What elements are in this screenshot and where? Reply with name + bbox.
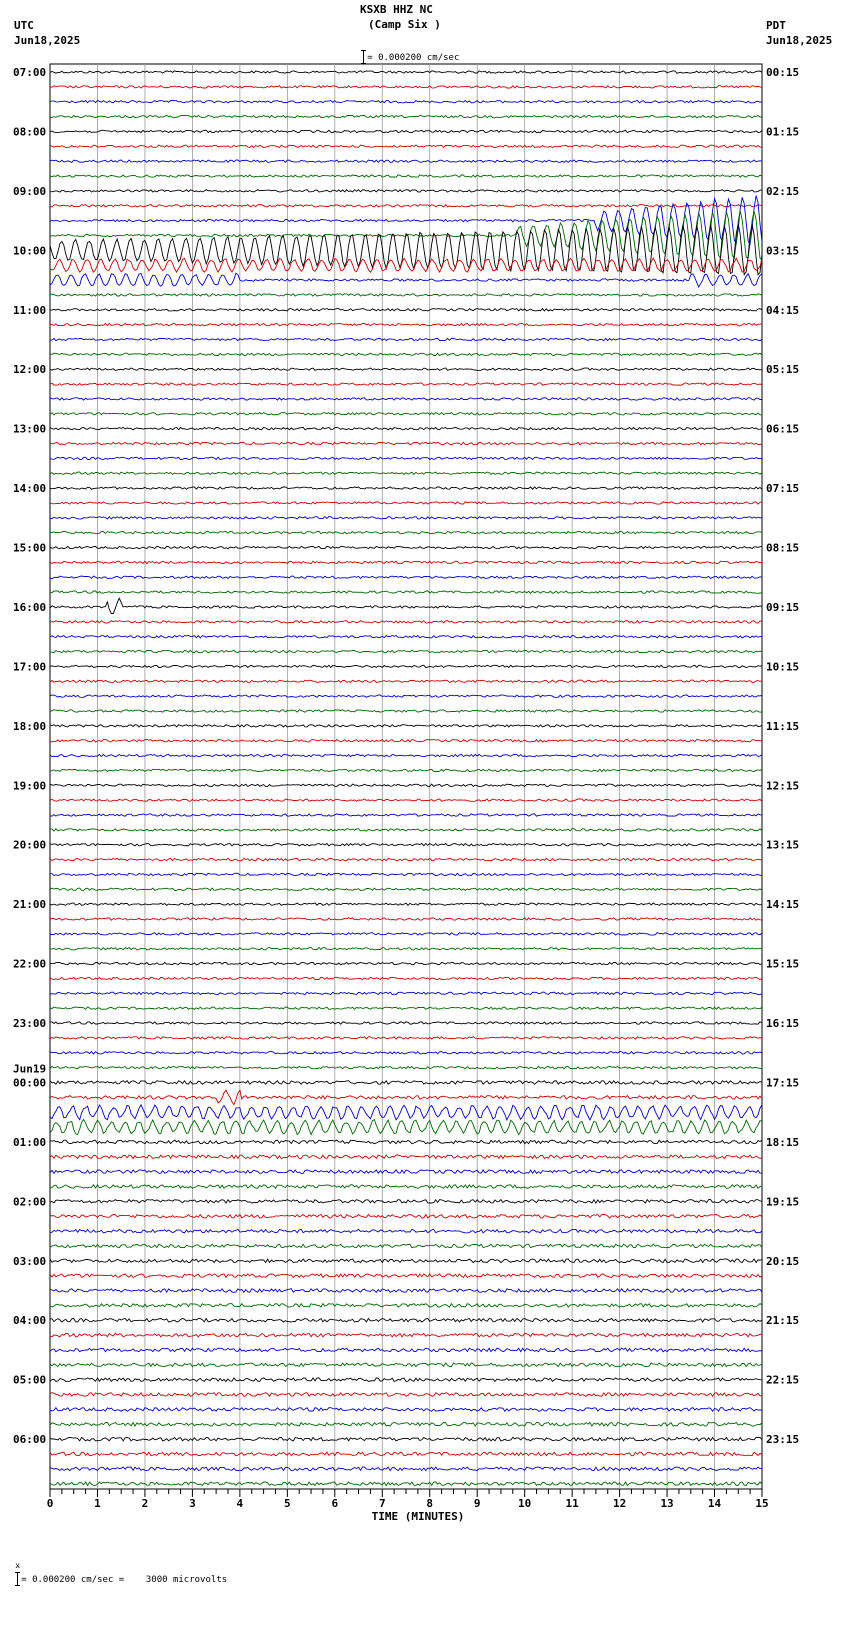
- right-hour-label: 13:15: [766, 838, 800, 852]
- trace-line: [50, 576, 762, 578]
- trace-line: [50, 427, 762, 429]
- trace-line: [50, 353, 762, 355]
- trace-line: [50, 1348, 762, 1352]
- trace-line: [50, 650, 762, 652]
- x-tick-label: 6: [331, 1497, 339, 1510]
- trace-line: [50, 1393, 762, 1397]
- station-title: KSXB HHZ NC: [360, 3, 433, 16]
- left-hour-label: 08:00: [13, 125, 47, 139]
- trace-line: [50, 962, 762, 964]
- x-tick-label: 1: [94, 1497, 101, 1510]
- right-date: Jun18,2025: [766, 34, 833, 47]
- trace-line: [50, 1214, 762, 1218]
- left-hour-label: 03:00: [13, 1254, 47, 1268]
- left-hour-label: 02:00: [13, 1195, 47, 1209]
- left-hour-label: 04:00: [13, 1314, 47, 1328]
- left-hour-label: 11:00: [13, 303, 47, 317]
- trace-line: [50, 130, 762, 132]
- trace-line: [50, 442, 762, 444]
- left-hour-label: 18:00: [13, 719, 47, 733]
- trace-line: [50, 725, 762, 727]
- trace-line: [50, 977, 762, 979]
- right-hour-label: 10:15: [766, 660, 800, 674]
- trace-line: [50, 546, 762, 548]
- trace-line: [50, 487, 762, 489]
- trace-line: [50, 888, 762, 890]
- x-tick-label: 15: [755, 1497, 769, 1510]
- right-hour-label: 16:15: [766, 1017, 800, 1031]
- right-hour-label: 06:15: [766, 422, 800, 436]
- trace-line: [50, 398, 762, 400]
- x-axis-label: TIME (MINUTES): [371, 1510, 465, 1523]
- trace-line: [50, 844, 762, 846]
- x-tick-label: 14: [707, 1497, 722, 1510]
- x-tick-label: 3: [189, 1497, 196, 1510]
- trace-line: [50, 145, 762, 147]
- right-hour-label: 22:15: [766, 1373, 800, 1387]
- trace-line: [50, 1170, 762, 1174]
- trace-line: [50, 1229, 762, 1233]
- left-hour-label: 19:00: [13, 779, 47, 793]
- site-title: (Camp Six ): [368, 18, 441, 31]
- right-hour-label: 03:15: [766, 244, 800, 258]
- left-timezone: UTC: [14, 19, 34, 32]
- trace-line: [50, 273, 762, 287]
- right-hour-label: 20:15: [766, 1254, 800, 1268]
- trace-line: [50, 1200, 762, 1204]
- trace-line: [50, 598, 762, 613]
- left-hour-label: 07:00: [13, 66, 47, 79]
- trace-line: [50, 196, 762, 245]
- right-hour-label: 12:15: [766, 779, 800, 793]
- trace-line: [50, 323, 762, 325]
- trace-line: [50, 502, 762, 504]
- trace-line: [50, 873, 762, 875]
- x-tick-label: 12: [612, 1497, 627, 1510]
- trace-line: [50, 115, 762, 117]
- trace-line: [50, 383, 762, 385]
- trace-line: [50, 1155, 762, 1159]
- trace-line: [50, 1140, 762, 1144]
- trace-line: [50, 1304, 762, 1308]
- footer-scale-text: = 0.000200 cm/sec = 3000 microvolts: [21, 1575, 228, 1585]
- left-hour-label: 15:00: [13, 541, 47, 555]
- left-hour-label: 17:00: [13, 660, 47, 674]
- trace-line: [50, 1437, 762, 1441]
- trace-line: [50, 1274, 762, 1278]
- trace-line: [50, 190, 762, 192]
- trace-line: [50, 636, 762, 638]
- right-hour-label: 07:15: [766, 482, 800, 496]
- right-hour-label: 09:15: [766, 600, 800, 614]
- trace-line: [50, 86, 762, 88]
- right-hour-label: 17:15: [766, 1076, 800, 1090]
- right-hour-label: 15:15: [766, 957, 800, 971]
- x-tick-label: 2: [141, 1497, 149, 1510]
- trace-line: [50, 1333, 762, 1337]
- right-hour-label: 08:15: [766, 541, 800, 555]
- right-hour-label: 23:15: [766, 1433, 800, 1447]
- trace-line: [50, 769, 762, 771]
- right-timezone: PDT: [766, 19, 786, 32]
- trace-line: [50, 1081, 762, 1085]
- trace-line: [50, 160, 762, 162]
- trace-line: [50, 1319, 762, 1323]
- trace-line: [50, 294, 762, 296]
- trace-line: [50, 1007, 762, 1009]
- left-hour-label: 16:00: [13, 600, 47, 614]
- right-hour-label: 01:15: [766, 125, 800, 139]
- x-tick-label: 8: [426, 1497, 434, 1510]
- left-hour-label: 05:00: [13, 1373, 47, 1387]
- left-hour-label: 12:00: [13, 363, 47, 377]
- trace-line: [50, 338, 762, 340]
- x-tick-label: 4: [236, 1497, 244, 1510]
- date-change-label: Jun19: [13, 1062, 47, 1076]
- trace-line: [50, 1482, 762, 1486]
- trace-line: [50, 903, 762, 905]
- trace-line: [50, 665, 762, 667]
- trace-line: [50, 1378, 762, 1382]
- trace-line: [50, 918, 762, 920]
- trace-line: [50, 205, 762, 207]
- trace-line: [50, 517, 762, 519]
- trace-line: [50, 1037, 762, 1039]
- trace-line: [50, 1105, 762, 1120]
- trace-line: [50, 101, 762, 103]
- trace-line: [50, 621, 762, 623]
- left-hour-label: 09:00: [13, 184, 47, 198]
- trace-line: [50, 784, 762, 786]
- trace-line: [50, 740, 762, 742]
- left-hour-label: 23:00: [13, 1017, 47, 1031]
- left-hour-label: 06:00: [13, 1433, 47, 1447]
- trace-line: [50, 710, 762, 712]
- x-tick-label: 5: [284, 1497, 291, 1510]
- x-tick-label: 10: [518, 1497, 532, 1510]
- left-hour-label: 20:00: [13, 838, 47, 852]
- left-hour-label: 22:00: [13, 957, 47, 971]
- x-tick-label: 11: [565, 1497, 579, 1510]
- trace-line: [50, 368, 762, 370]
- left-hour-label: 01:00: [13, 1135, 47, 1149]
- trace-line: [50, 799, 762, 801]
- trace-line: [50, 1259, 762, 1263]
- trace-line: [50, 1452, 762, 1456]
- trace-line: [50, 829, 762, 831]
- trace-line: [50, 814, 762, 816]
- left-date: Jun18,2025: [14, 34, 81, 47]
- trace-line: [50, 1289, 762, 1293]
- trace-line: [50, 1408, 762, 1412]
- trace-line: [50, 754, 762, 756]
- trace-line: [50, 1119, 762, 1134]
- left-hour-label: 00:00: [13, 1076, 47, 1090]
- right-hour-label: 14:15: [766, 898, 800, 912]
- trace-line: [50, 992, 762, 994]
- trace-line: [50, 1363, 762, 1367]
- trace-line: [50, 457, 762, 459]
- right-hour-label: 04:15: [766, 303, 800, 317]
- trace-line: [50, 591, 762, 593]
- right-hour-label: 02:15: [766, 184, 800, 198]
- scale-text: = 0.000200 cm/sec: [367, 53, 460, 63]
- trace-line: [50, 1090, 762, 1104]
- right-hour-label: 21:15: [766, 1314, 800, 1328]
- trace-line: [50, 309, 762, 311]
- trace-line: [50, 948, 762, 950]
- right-hour-label: 11:15: [766, 719, 800, 733]
- trace-line: [50, 1066, 762, 1068]
- trace-line: [50, 1185, 762, 1189]
- trace-line: [50, 1244, 762, 1248]
- x-tick-label: 13: [660, 1497, 674, 1510]
- trace-line: [50, 1467, 762, 1471]
- trace-line: [50, 472, 762, 474]
- left-hour-label: 21:00: [13, 898, 47, 912]
- right-hour-label: 19:15: [766, 1195, 800, 1209]
- trace-line: [50, 1423, 762, 1427]
- trace-line: [50, 258, 762, 272]
- trace-line: [50, 224, 762, 275]
- trace-line: [50, 71, 762, 73]
- left-hour-label: 13:00: [13, 422, 47, 436]
- trace-line: [50, 933, 762, 935]
- trace-line: [50, 413, 762, 415]
- right-hour-label: 05:15: [766, 363, 800, 377]
- trace-line: [50, 680, 762, 682]
- trace-line: [50, 1052, 762, 1054]
- trace-line: [50, 561, 762, 563]
- x-tick-label: 7: [378, 1497, 386, 1510]
- right-hour-label: 18:15: [766, 1135, 800, 1149]
- left-hour-label: 10:00: [13, 244, 47, 258]
- trace-line: [50, 858, 762, 860]
- trace-line: [50, 532, 762, 534]
- x-tick-label: 0: [46, 1497, 54, 1510]
- right-hour-label: 00:15: [766, 66, 800, 79]
- footer-mark: x: [15, 1561, 21, 1570]
- left-hour-label: 14:00: [13, 482, 47, 496]
- trace-line: [50, 175, 762, 177]
- trace-line: [50, 695, 762, 697]
- x-tick-label: 9: [473, 1497, 481, 1510]
- footer-scale: [2, 1547, 227, 1586]
- trace-line: [50, 1022, 762, 1024]
